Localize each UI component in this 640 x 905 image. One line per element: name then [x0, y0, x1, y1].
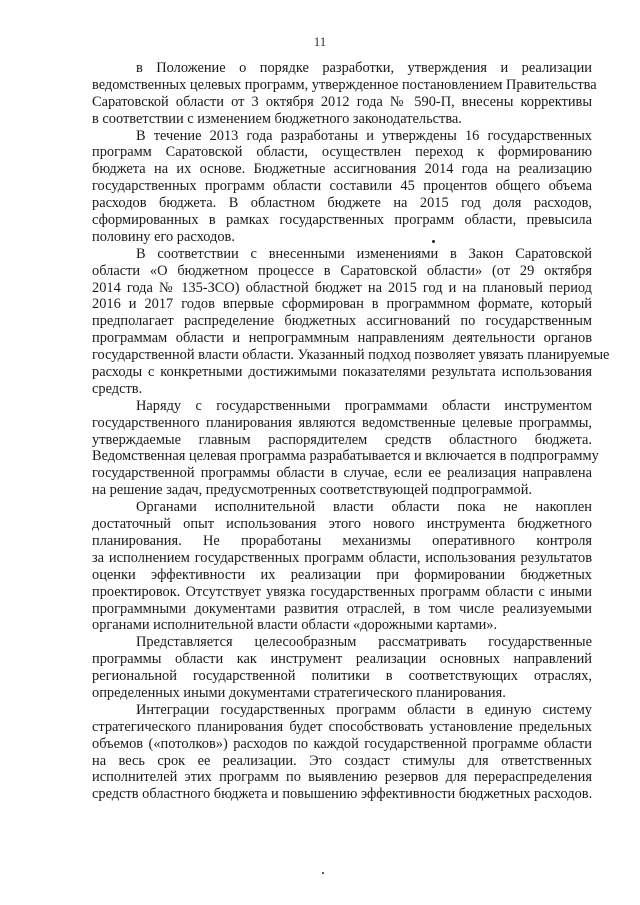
- text-line: Интеграции государственных программ области в единую систему: [136, 701, 592, 718]
- text-line: 2014 года № 135-ЗСО) областной бюджет на 2015 год и на плановый период: [92, 279, 592, 296]
- text-line: на решение задач, предусмотренных соответствующей подпрограммой.: [92, 482, 533, 499]
- text-line: государственной власти области. Указанный подход позволяет увязать планируемые: [92, 347, 610, 364]
- text-line: государственной программы области в случае, если ее реализация направлена: [92, 465, 592, 482]
- scan-speck: [322, 872, 324, 874]
- text-line: программы области как инструмент реализации основных направлений: [92, 651, 592, 668]
- text-line: стратегического планирования будет способствовать установление предельных: [92, 718, 592, 735]
- paragraph: [92, 702, 592, 803]
- text-line: В течение 2013 года разработаны и утверждены 16 государственных: [136, 127, 592, 144]
- text-line: оценки эффективности их реализации при формировании бюджетных: [92, 566, 592, 583]
- text-line: государственных программ области составили 45 процентов общего объема: [92, 178, 592, 195]
- text-line: ведомственных целевых программ, утвержденное постановлением Правительства: [92, 76, 597, 93]
- text-line: бюджета на их основе. Бюджетные ассигнования 2014 года на реализацию: [92, 161, 592, 178]
- text-line: Саратовской области от 3 октября 2012 года № 590-П, внесены коррективы: [92, 93, 592, 110]
- paragraph: [92, 128, 592, 246]
- document-body: [92, 60, 610, 803]
- paragraph: [92, 634, 592, 702]
- text-line: половину его расходов.: [92, 228, 235, 245]
- text-line: региональной государственной политики в соответствующих отраслях,: [92, 668, 592, 685]
- text-line: планирования. Не проработаны механизмы оперативного контроля: [92, 532, 592, 549]
- text-line: в соответствии с изменением бюджетного законодательства.: [92, 110, 462, 127]
- text-line: определенных иными документами стратегического планирования.: [92, 684, 506, 701]
- text-line: на весь срок ее реализации. Это создаст стимулы для ответственных: [92, 752, 592, 769]
- text-line: утверждаемые главным распорядителем средств областного бюджета.: [92, 431, 592, 448]
- text-line: государственного планирования являются ведомственные целевые программы,: [92, 414, 592, 431]
- text-line: программными документами развития отраслей, в том числе реализуемыми: [92, 600, 592, 617]
- text-line: Наряду с государственными программами области инструментом: [136, 397, 592, 414]
- paragraph: [92, 397, 599, 499]
- text-line: достаточный опыт использования этого нового инструмента бюджетного: [92, 516, 592, 533]
- paragraph: [92, 499, 592, 634]
- text-line: 2016 и 2017 годов впервые сформирован в программном формате, который: [92, 296, 592, 313]
- text-line: объемов («потолков») расходов по каждой государственной программе области: [92, 735, 592, 752]
- text-line: Ведомственная целевая программа разрабатывается и включается в подпрограмму: [92, 448, 599, 465]
- text-line: Представляется целесообразным рассматривать государственные: [136, 634, 592, 651]
- text-line: проектировок. Отсутствует увязка государственных программ области с иными: [92, 583, 592, 600]
- text-line: средств.: [92, 380, 143, 397]
- text-line: программ Саратовской области, осуществлен переход к формированию: [92, 144, 592, 161]
- text-line: расходы с конкретными достижимыми показателями результата использования: [92, 364, 592, 381]
- text-line: предполагает распределение бюджетных ассигнований по государственным: [92, 313, 592, 330]
- scan-speck: [432, 240, 435, 243]
- text-line: программам области и непрограммным направлениям деятельности органов: [92, 330, 592, 347]
- text-line: исполнителей этих программ по выявлению резервов для перераспределения: [92, 769, 592, 786]
- text-line: в Положение о порядке разработки, утверждения и реализации: [136, 60, 592, 76]
- text-line: средств областного бюджета и повышению эффективности бюджетных расходов.: [92, 786, 593, 803]
- text-line: расходов бюджета. В областном бюджете на 2015 год доля расходов,: [92, 195, 592, 212]
- paragraph: [92, 60, 597, 128]
- text-line: области «О бюджетном процессе в Саратовской области» (от 29 октября: [92, 262, 592, 279]
- text-line: сформированных в рамках государственных программ области, превысила: [92, 212, 592, 229]
- text-line: Органами исполнительной власти области пока не накоплен: [136, 499, 592, 516]
- text-line: В соответствии с внесенными изменениями в Закон Саратовской: [136, 245, 592, 262]
- text-line: за исполнением государственных программ области, использования результатов: [92, 549, 592, 566]
- page-number: 11: [313, 34, 327, 49]
- paragraph: [92, 245, 610, 398]
- text-line: органами исполнительной власти области «дорожными картами».: [92, 617, 498, 634]
